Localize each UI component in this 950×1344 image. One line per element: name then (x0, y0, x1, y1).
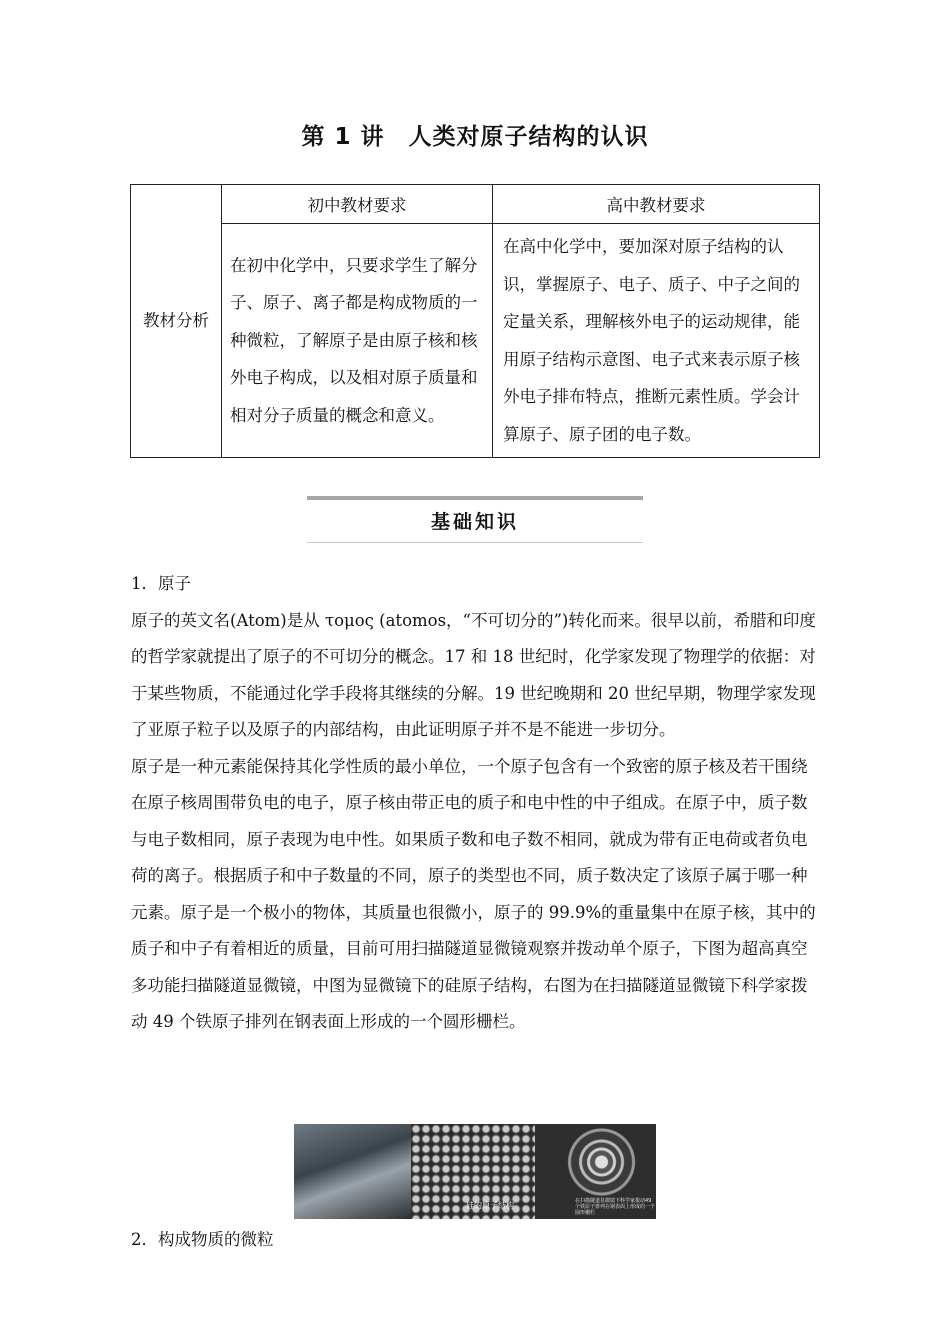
iron-atom-corral-photo (535, 1124, 656, 1219)
heading-atom: 1．原子 (131, 574, 191, 593)
table-side-label: 教材分析 (131, 185, 222, 458)
main-content (131, 566, 821, 1041)
junior-requirement-text: 在初中化学中，只要求学生了解分子、原子、离子都是构成物质的一种微粒，了解原子是由原子核和核外电子构成，以及相对原子质量和相对分子质量的概念和意义。 (222, 224, 493, 458)
corral-caption: 在扫描隧道显微镜下科学家拨动49个铁原子排列在钢表面上形成的一个圆形栅栏 (575, 1198, 656, 1216)
paragraph-atom-structure: 原子是一种元素能保持其化学性质的最小单位，一个原子包含有一个致密的原子核及若干围绕在原子核周围带负电的电子，原子核由带正电的质子和电中性的中子组成。在原子中，质子数与电子数相同，原子表现为电中性。如果质子数和电子数不相同，就成为带有正电荷或者负电荷的离子。根据质子和中子数量的不同，原子的类型也不同，质子数决定了该原子属于哪一种元素。原子是一个极小的物体，其质量也很微小，原子的 99.9%的重量集中在原子核，其中的质子和中子有着相近的质量，目前可用扫描隧道显微镜观察并拨动单个原子，下图为超高真空多功能扫描隧道显微镜，中图为显微镜下的硅原子结构，右图为在扫描隧道显微镜下科学家拨动 49 个铁原子排列在钢表面上形成的一个圆形栅栏。 (131, 756, 816, 1031)
paragraph-atom-history: 原子的英文名(Atom)是从 τομος (atomos，“不可切分的”)转化而来。很早以前，希腊和印度的哲学家就提出了原子的不可切分的概念。17 和 18 世纪时，化学家发现了物理学的依据：对于某些物质，不能通过化学手段将其继续的分解。19 世纪晚期和 20 世纪早期，物理学家发现了亚原子粒子以及原子的内部结构，由此证明原子并不是不能进一步切分。 (131, 610, 816, 739)
curriculum-table (130, 184, 820, 458)
column-header-junior: 初中教材要求 (222, 185, 493, 224)
section-banner (307, 496, 643, 543)
microscope-photo (294, 1124, 411, 1219)
silicon-caption: 硅的原子结构 (466, 1201, 514, 1210)
section-title: 基础知识 (430, 511, 519, 533)
silicon-atom-photo (411, 1124, 535, 1219)
senior-requirement-text: 在高中化学中，要加深对原子结构的认识，掌握原子、电子、质子、中子之间的定量关系，理解核外电子的运动规律，能用原子结构示意图、电子式来表示原子核外电子排布特点，推断元素性质。学会计算原子、原子团的电子数。 (493, 224, 820, 458)
microscope-figure (294, 1124, 656, 1219)
heading-particles: 2．构成物质的微粒 (131, 1230, 274, 1249)
page-title: 第 1 讲 人类对原子结构的认识 (301, 124, 649, 150)
column-header-senior: 高中教材要求 (493, 185, 820, 224)
